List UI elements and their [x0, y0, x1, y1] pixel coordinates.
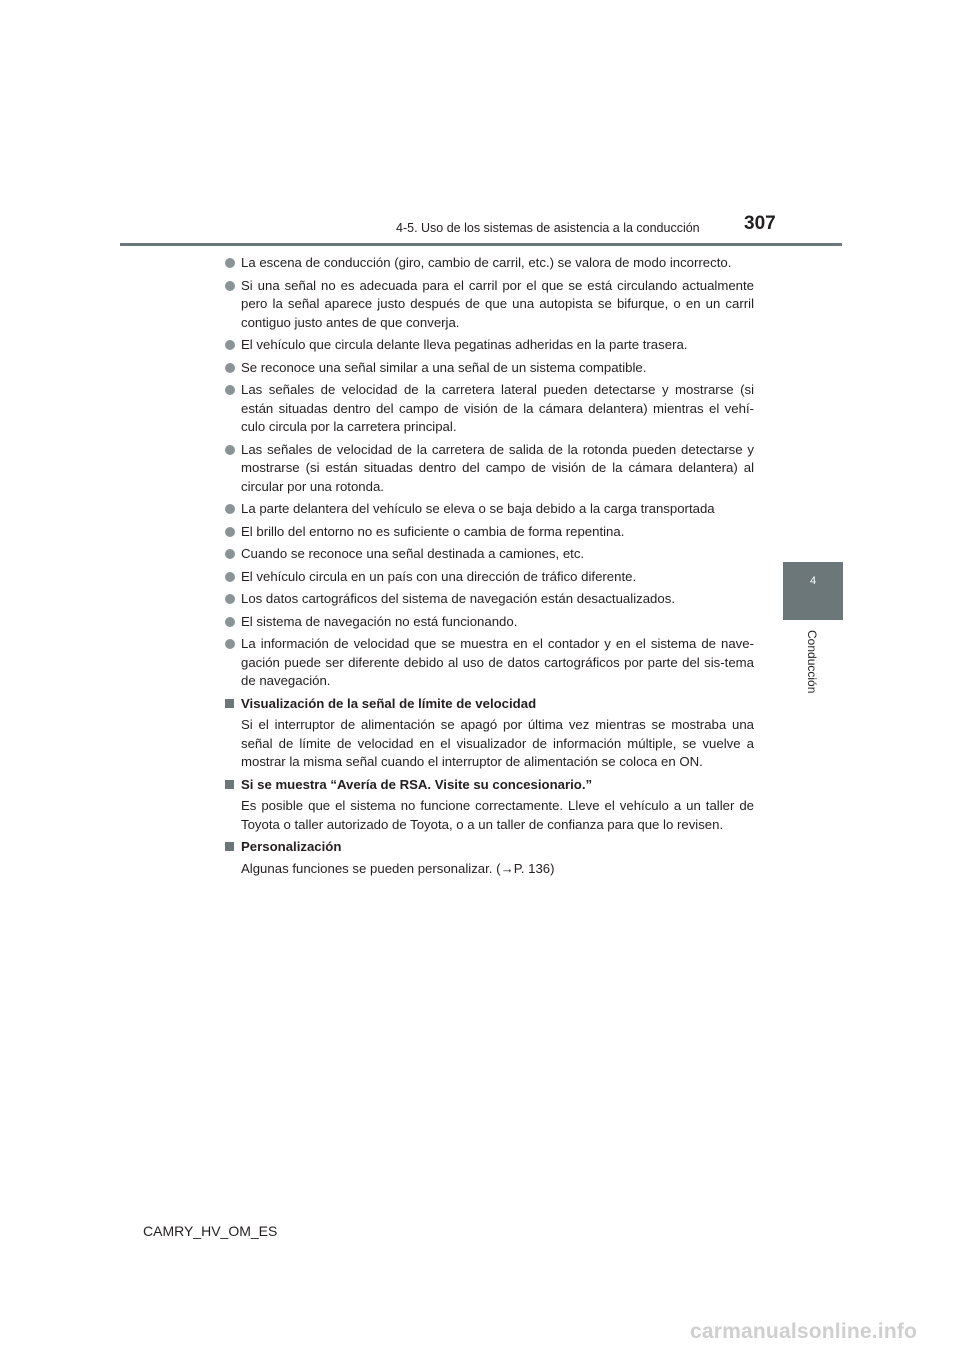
bullet-dot-icon	[225, 385, 235, 395]
section-body: Es posible que el sistema no funcione correctamente. Lleve el vehículo a un taller de Toyota o taller autorizado de Toyota, o a un taller de confianza para que lo revisen.	[241, 798, 754, 832]
chapter-number: 4	[809, 575, 817, 587]
bullet-text: Cuando se reconoce una señal destinada a camiones, etc.	[241, 546, 585, 561]
section-square-icon	[225, 780, 234, 789]
chapter-label: Conducción	[805, 630, 819, 694]
section-speed-limit-display	[224, 695, 754, 772]
header-divider	[120, 243, 842, 246]
bullet-text: Las señales de velocidad de la carretera de salida de la rotonda pueden detectarse y mostrarse (si están situadas dentro del campo de visión de la cámara delantera) al circular por una rotonda.	[241, 441, 754, 494]
bullet-item	[224, 381, 754, 437]
section-title: Visualización de la señal de límite de velocidad	[241, 695, 537, 711]
section-body: Si el interruptor de alimentación se apagó por última vez mientras se mostraba una señal de límite de velocidad en el visualizador de información múltiple, se vuelve a mostrar la misma señal cuando el interruptor de alimentación se coloca en ON.	[241, 717, 754, 769]
watermark-logo	[690, 1320, 952, 1350]
bullet-text: El vehículo que circula delante lleva pegatinas adheridas en la parte trasera.	[241, 337, 688, 352]
chapter-section-title: 4-5. Uso de los sistemas de asistencia a la conducción	[396, 221, 700, 235]
bullet-dot-icon	[225, 639, 235, 649]
bullet-dot-icon	[225, 572, 235, 582]
bullet-dot-icon	[225, 258, 235, 268]
section-customization	[224, 838, 754, 878]
bullet-item	[224, 277, 754, 333]
bullet-dot-icon	[225, 281, 235, 291]
section-rsa-fault	[224, 776, 754, 835]
bullet-item	[224, 359, 754, 378]
bullet-text: El brillo del entorno no es suficiente o cambia de forma repentina.	[241, 523, 625, 539]
bullet-dot-icon	[225, 527, 235, 537]
bullet-item	[224, 590, 754, 609]
bullet-item	[224, 568, 754, 587]
bullet-text: Si una señal no es adecuada para el carril por el que se está circulando actualmente pero la señal aparece justo después de que una autopista se bifurque, o en un carril contiguo justo antes de que converja.	[241, 277, 754, 330]
bullet-dot-icon	[225, 594, 235, 604]
bullet-dot-icon	[225, 549, 235, 559]
bullet-item	[224, 441, 754, 497]
section-body: Algunas funciones se pueden personalizar. (→P. 136)	[241, 860, 555, 876]
bullet-item	[224, 613, 754, 632]
bullet-dot-icon	[225, 340, 235, 350]
section-title: Personalización	[241, 839, 342, 854]
chapter-side-label	[806, 630, 820, 700]
bullet-text: Se reconoce una señal similar a una señal de un sistema compatible.	[241, 359, 647, 375]
section-square-icon	[225, 842, 234, 851]
manual-code: CAMRY_HV_OM_ES	[143, 1223, 278, 1239]
bullet-dot-icon	[225, 363, 235, 373]
bullet-item	[224, 545, 754, 564]
bullet-item	[224, 635, 754, 691]
bullet-text: La parte delantera del vehículo se eleva o se baja debido a la carga transportada	[241, 501, 715, 516]
bullet-text: El vehículo circula en un país con una dirección de tráfico diferente.	[241, 568, 637, 584]
section-square-icon	[225, 699, 234, 708]
bullet-text: La escena de conducción (giro, cambio de carril, etc.) se valora de modo incorrecto.	[241, 255, 732, 270]
bullet-item	[224, 254, 754, 273]
bullet-dot-icon	[225, 617, 235, 627]
bullet-text: Las señales de velocidad de la carretera lateral pueden detectarse y mostrarse (si están situadas dentro del campo de visión de la cámara delantera) mientras el vehí-culo circula por la carretera principal.	[241, 382, 754, 434]
page-number: 307	[744, 213, 776, 234]
bullet-text: El sistema de navegación no está funcionando.	[241, 613, 518, 629]
bullet-item	[224, 336, 754, 355]
bullet-item	[224, 523, 754, 542]
bullet-dot-icon	[225, 445, 235, 455]
section-title: Si se muestra “Avería de RSA. Visite su concesionario.”	[241, 776, 593, 792]
bullet-text: Los datos cartográficos del sistema de navegación están desactualizados.	[241, 591, 675, 606]
chapter-tab	[783, 562, 843, 620]
bullet-text: La información de velocidad que se muestra en el contador y en el sistema de nave-gación puede ser diferente debido al uso de datos cartográficos por parte del sis-tema de navegación.	[241, 636, 754, 688]
page-content	[224, 254, 754, 882]
bullet-item	[224, 500, 754, 519]
bullet-dot-icon	[225, 504, 235, 514]
watermark-text: carmanualsonline.info	[690, 1320, 918, 1343]
